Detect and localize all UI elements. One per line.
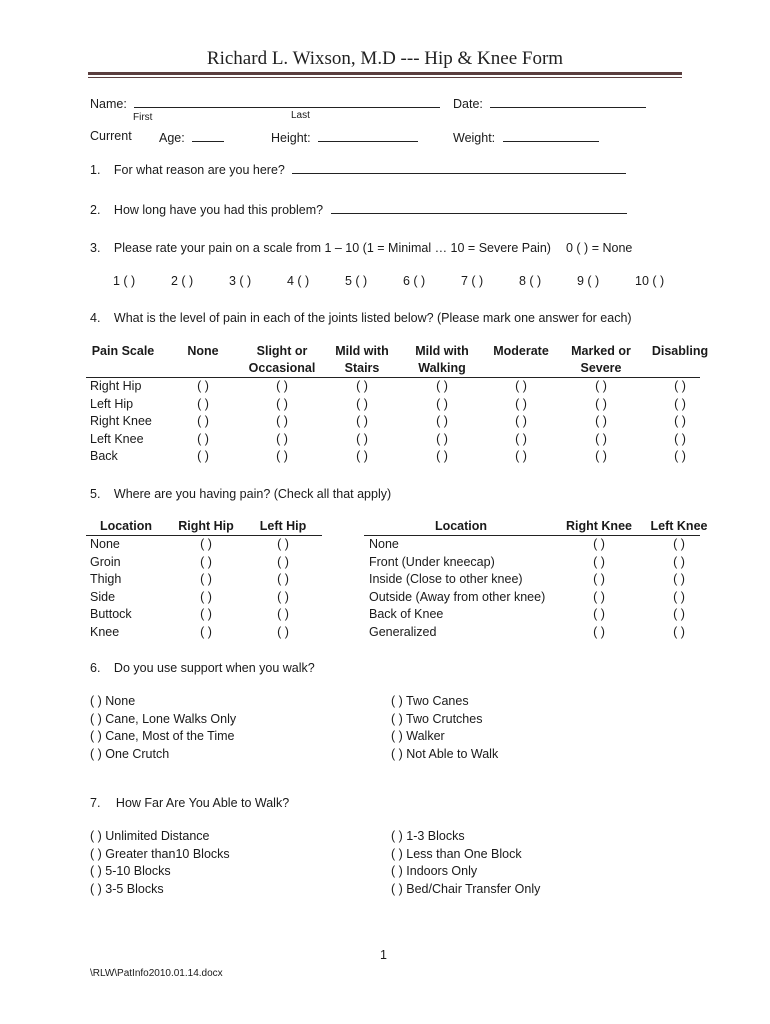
pain-level-checkbox[interactable]: ( ) xyxy=(674,414,686,428)
file-path: \RLW\PatInfo2010.01.14.docx xyxy=(90,968,223,979)
support-option[interactable]: ( ) Cane, Lone Walks Only xyxy=(90,711,237,726)
support-option[interactable]: ( ) Two Canes xyxy=(391,694,469,708)
column-header: Slight or xyxy=(256,344,308,358)
column-header: Marked or xyxy=(571,344,631,358)
column-header: Moderate xyxy=(493,344,549,358)
support-option[interactable]: ( ) None xyxy=(90,694,136,708)
right-hip-checkbox[interactable]: ( ) xyxy=(200,537,212,551)
pain-level-checkbox[interactable]: ( ) xyxy=(356,449,368,463)
joint-label: Left Knee xyxy=(90,431,144,446)
age-input-line[interactable] xyxy=(192,129,224,142)
pain-level-checkbox[interactable]: ( ) xyxy=(276,379,288,393)
question-text: Do you use support when you walk? xyxy=(113,661,315,675)
knee-location-label: Generalized xyxy=(369,624,437,639)
right-knee-checkbox[interactable]: ( ) xyxy=(593,589,605,604)
name-input-line[interactable] xyxy=(134,95,440,108)
joint-label: Right Knee xyxy=(90,414,152,428)
pain-scale-option[interactable]: 4 ( ) xyxy=(287,274,310,288)
question-text: Please rate your pain on a scale from 1 – 10 (1 = Minimal … 10 = Severe Pain) xyxy=(113,241,551,255)
pain-level-checkbox[interactable]: ( ) xyxy=(515,396,527,411)
left-knee-checkbox[interactable]: ( ) xyxy=(673,554,685,569)
pain-level-checkbox[interactable]: ( ) xyxy=(276,449,288,463)
weight-row xyxy=(453,129,599,145)
pain-level-checkbox[interactable]: ( ) xyxy=(595,396,607,411)
pain-level-checkbox[interactable]: ( ) xyxy=(595,431,607,446)
left-hip-checkbox[interactable]: ( ) xyxy=(277,537,289,551)
first-name-caption: First xyxy=(133,112,153,123)
walk-distance-option[interactable]: ( ) Indoors Only xyxy=(391,864,478,878)
question-text: For what reason are you here? xyxy=(113,163,285,177)
pain-level-checkbox[interactable]: ( ) xyxy=(436,431,448,446)
title-rule-thick xyxy=(88,72,682,75)
left-knee-checkbox[interactable]: ( ) xyxy=(673,589,685,604)
right-knee-checkbox[interactable]: ( ) xyxy=(593,554,605,569)
question-text: How long have you had this problem? xyxy=(113,203,324,217)
joint-label: Back xyxy=(90,449,118,463)
question-5 xyxy=(90,487,391,501)
pain-level-checkbox[interactable]: ( ) xyxy=(197,414,209,428)
left-knee-checkbox[interactable]: ( ) xyxy=(673,624,685,639)
pain-level-checkbox[interactable]: ( ) xyxy=(356,414,368,428)
right-hip-checkbox[interactable]: ( ) xyxy=(200,624,212,639)
support-option[interactable]: ( ) One Crutch xyxy=(90,746,170,761)
pain-level-checkbox[interactable]: ( ) xyxy=(356,396,368,411)
hip-location-label: Thigh xyxy=(90,572,122,586)
right-hip-checkbox[interactable]: ( ) xyxy=(200,554,212,569)
pain-level-checkbox[interactable]: ( ) xyxy=(436,379,448,393)
right-knee-checkbox[interactable]: ( ) xyxy=(593,572,605,586)
column-header: Mild with xyxy=(415,344,469,358)
question-text: How Far Are You Able to Walk? xyxy=(115,796,290,810)
pain-level-checkbox[interactable]: ( ) xyxy=(595,449,607,463)
walk-distance-option[interactable]: ( ) 1-3 Blocks xyxy=(391,829,465,843)
pain-level-checkbox[interactable]: ( ) xyxy=(674,396,686,411)
pain-scale-option[interactable]: 5 ( ) xyxy=(345,274,368,288)
pain-level-checkbox[interactable]: ( ) xyxy=(515,414,527,428)
hip-location-label: Buttock xyxy=(90,607,132,621)
pain-level-checkbox[interactable]: ( ) xyxy=(197,379,209,393)
pain-level-checkbox[interactable]: ( ) xyxy=(595,379,607,393)
hip-location-label: Groin xyxy=(90,554,121,569)
right-knee-checkbox[interactable]: ( ) xyxy=(593,607,605,621)
pain-level-checkbox[interactable]: ( ) xyxy=(674,431,686,446)
knee-column-header: Location xyxy=(434,519,488,533)
name-label: Name: xyxy=(90,97,127,111)
walk-distance-option[interactable]: ( ) Bed/Chair Transfer Only xyxy=(391,881,541,896)
walk-distance-option[interactable]: ( ) Less than One Block xyxy=(391,846,522,861)
column-header: None xyxy=(187,344,219,358)
question-7 xyxy=(90,796,289,810)
left-hip-checkbox[interactable]: ( ) xyxy=(277,589,289,604)
knee-location-label: None xyxy=(369,537,399,551)
answer-line[interactable] xyxy=(331,201,627,214)
table-rule xyxy=(86,377,700,378)
pain-scale-option[interactable]: 10 ( ) xyxy=(635,274,665,288)
pain-level-checkbox[interactable]: ( ) xyxy=(595,414,607,428)
hip-column-header: Right Hip xyxy=(178,519,234,533)
hip-column-header: Left Hip xyxy=(259,519,307,533)
column-header: Severe xyxy=(580,361,622,375)
support-option[interactable]: ( ) Cane, Most of the Time xyxy=(90,729,235,743)
knee-table-rule xyxy=(364,535,700,536)
pain-level-checkbox[interactable]: ( ) xyxy=(515,449,527,463)
knee-location-label: Outside (Away from other knee) xyxy=(369,589,546,604)
walk-distance-option[interactable]: ( ) 3-5 Blocks xyxy=(90,881,164,896)
current-label: Current xyxy=(90,129,132,143)
hip-column-header: Location xyxy=(99,519,153,533)
right-knee-checkbox[interactable]: ( ) xyxy=(593,624,605,639)
pain-level-checkbox[interactable]: ( ) xyxy=(436,396,448,411)
question-2 xyxy=(90,201,627,217)
height-input-line[interactable] xyxy=(318,129,418,142)
support-option[interactable]: ( ) Walker xyxy=(391,729,445,743)
question-4 xyxy=(90,311,632,325)
question-1 xyxy=(90,161,626,177)
question-text: Where are you having pain? (Check all that apply) xyxy=(113,487,392,501)
left-hip-checkbox[interactable]: ( ) xyxy=(277,554,289,569)
walk-distance-option[interactable]: ( ) 5-10 Blocks xyxy=(90,864,171,878)
pain-level-checkbox[interactable]: ( ) xyxy=(276,414,288,428)
pain-level-checkbox[interactable]: ( ) xyxy=(276,396,288,411)
pain-none-option[interactable]: 0 ( ) = None xyxy=(566,241,633,255)
left-knee-checkbox[interactable]: ( ) xyxy=(673,572,685,586)
right-hip-checkbox[interactable]: ( ) xyxy=(200,607,212,621)
left-knee-checkbox[interactable]: ( ) xyxy=(673,537,685,551)
question-number: 5. xyxy=(90,487,101,501)
pain-scale-option[interactable]: 7 ( ) xyxy=(461,274,484,288)
pain-level-checkbox[interactable]: ( ) xyxy=(674,449,686,463)
pain-level-checkbox[interactable]: ( ) xyxy=(674,379,686,393)
column-header: Mild with xyxy=(335,344,389,358)
answer-line[interactable] xyxy=(292,161,626,174)
pain-scale-option[interactable]: 2 ( ) xyxy=(171,274,194,288)
knee-column-header: Left Knee xyxy=(650,519,708,533)
column-header: Occasional xyxy=(248,361,316,375)
pain-scale-option[interactable]: 8 ( ) xyxy=(519,274,542,288)
weight-input-line[interactable] xyxy=(503,129,599,142)
pain-level-checkbox[interactable]: ( ) xyxy=(515,379,527,393)
question-number: 7. xyxy=(90,796,101,810)
knee-location-label: Front (Under kneecap) xyxy=(369,554,495,569)
column-header: Walking xyxy=(418,361,466,375)
age-row xyxy=(159,129,224,145)
date-input-line[interactable] xyxy=(490,95,646,108)
question-3 xyxy=(90,241,551,255)
question-number: 4. xyxy=(90,311,101,325)
knee-location-label: Back of Knee xyxy=(369,607,444,621)
walk-distance-option[interactable]: ( ) Greater than10 Blocks xyxy=(90,846,230,861)
pain-level-checkbox[interactable]: ( ) xyxy=(356,379,368,393)
left-hip-checkbox[interactable]: ( ) xyxy=(277,607,289,621)
form-title: Richard L. Wixson, M.D --- Hip & Knee Form xyxy=(206,48,564,69)
hip-location-label: None xyxy=(90,537,120,551)
pain-level-checkbox[interactable]: ( ) xyxy=(436,449,448,463)
title-rule-thin xyxy=(88,77,682,78)
question-text: What is the level of pain in each of the joints listed below? (Please mark one answer for each) xyxy=(113,311,632,325)
right-hip-checkbox[interactable]: ( ) xyxy=(200,589,212,604)
question-6 xyxy=(90,661,315,675)
page-number: 1 xyxy=(380,948,387,962)
joint-label: Left Hip xyxy=(90,396,134,411)
right-hip-checkbox[interactable]: ( ) xyxy=(200,572,212,586)
column-header: Stairs xyxy=(344,361,380,375)
age-label: Age: xyxy=(159,131,185,145)
left-knee-checkbox[interactable]: ( ) xyxy=(673,607,685,621)
question-number: 6. xyxy=(90,661,101,675)
walk-distance-option[interactable]: ( ) Unlimited Distance xyxy=(90,829,210,843)
last-name-caption: Last xyxy=(291,110,310,121)
right-knee-checkbox[interactable]: ( ) xyxy=(593,537,605,551)
left-hip-checkbox[interactable]: ( ) xyxy=(277,624,289,639)
question-number: 2. xyxy=(90,203,101,217)
hip-location-label: Knee xyxy=(90,624,120,639)
pain-scale-option[interactable]: 1 ( ) xyxy=(113,274,136,288)
pain-level-checkbox[interactable]: ( ) xyxy=(436,414,448,428)
weight-label: Weight: xyxy=(453,131,496,145)
pain-level-checkbox[interactable]: ( ) xyxy=(197,431,209,446)
pain-level-checkbox[interactable]: ( ) xyxy=(197,449,209,463)
knee-location-label: Inside (Close to other knee) xyxy=(369,572,523,586)
pain-scale-option[interactable]: 6 ( ) xyxy=(403,274,426,288)
hip-table-rule xyxy=(86,535,322,536)
date-label: Date: xyxy=(453,97,483,111)
name-row xyxy=(90,95,440,111)
pain-level-checkbox[interactable]: ( ) xyxy=(276,431,288,446)
pain-level-checkbox[interactable]: ( ) xyxy=(197,396,209,411)
joint-label: Right Hip xyxy=(90,379,142,393)
pain-scale-option[interactable]: 9 ( ) xyxy=(577,274,600,288)
hip-location-label: Side xyxy=(90,589,116,604)
question-number: 3. xyxy=(90,241,101,255)
knee-column-header: Right Knee xyxy=(566,519,632,533)
pain-level-checkbox[interactable]: ( ) xyxy=(356,431,368,446)
date-row xyxy=(453,95,646,111)
height-row xyxy=(271,129,418,145)
pain-level-checkbox[interactable]: ( ) xyxy=(515,431,527,446)
column-header: Pain Scale xyxy=(91,344,155,358)
column-header: Disabling xyxy=(651,344,709,358)
pain-scale-option[interactable]: 3 ( ) xyxy=(229,274,252,288)
height-label: Height: xyxy=(271,131,311,145)
support-option[interactable]: ( ) Not Able to Walk xyxy=(391,746,499,761)
support-option[interactable]: ( ) Two Crutches xyxy=(391,711,483,726)
left-hip-checkbox[interactable]: ( ) xyxy=(277,572,289,586)
question-number: 1. xyxy=(90,163,101,177)
